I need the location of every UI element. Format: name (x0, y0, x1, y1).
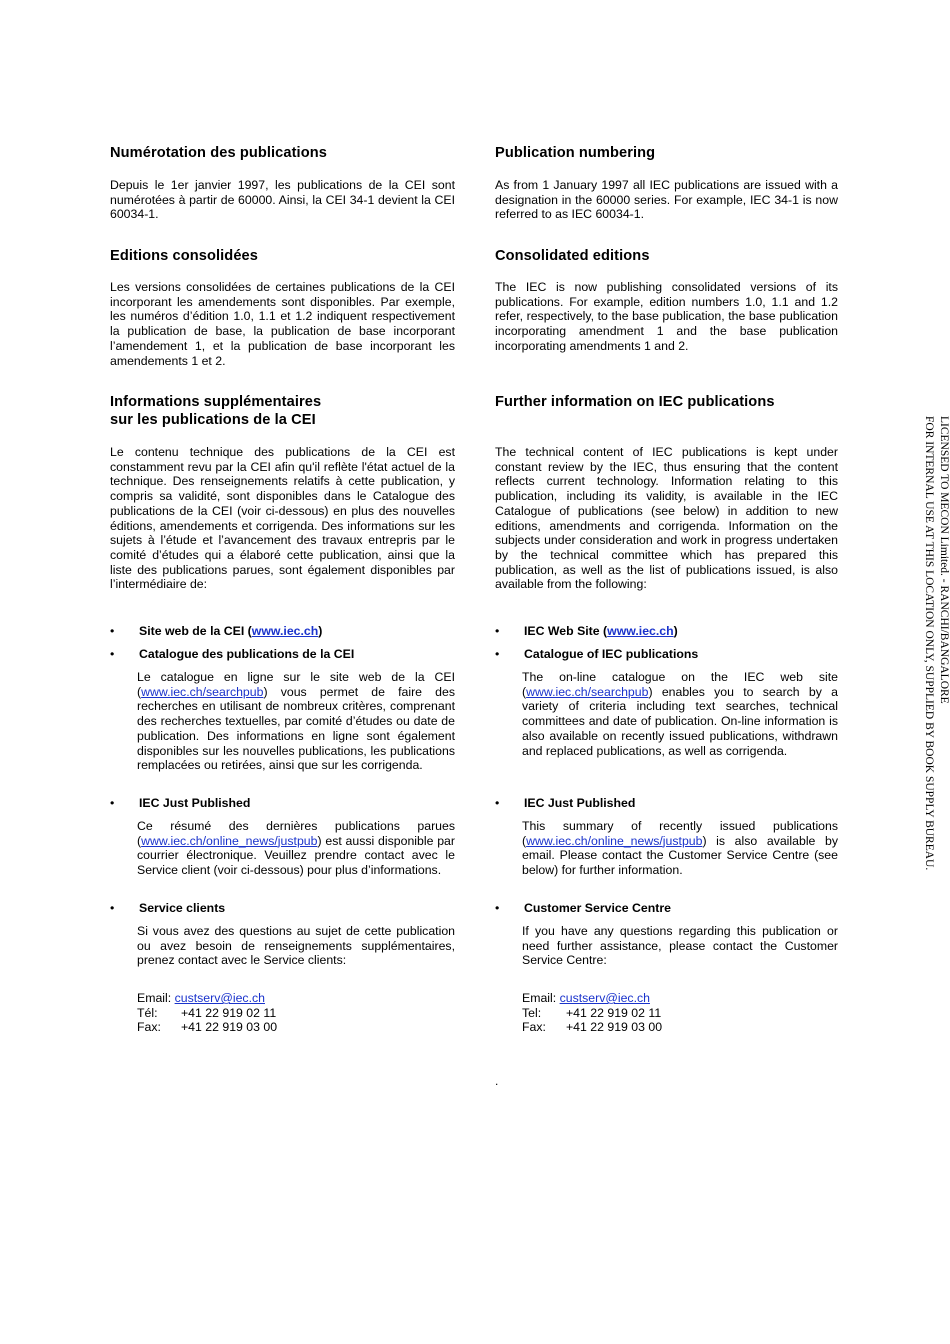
en-catalogue-label: Catalogue of IEC publications (524, 647, 699, 661)
en-fax-row (522, 1020, 838, 1035)
fr-tel-value: +41 22 919 02 11 (181, 1005, 277, 1020)
bullet-icon: • (110, 901, 115, 915)
en-tel-label: Tel: (522, 1005, 542, 1020)
fr-tel-label: Tél: (137, 1005, 158, 1020)
fr-web-label: Site web de la CEI ( (139, 624, 252, 638)
en-consolidated-text: The IEC is now publishing consolidated versions of its publications. For example, edition numbers 1.0, 1.1 and 1.2 refer, respectively, to the base publication, the base publication incorporating amendment 1 and the base publication incorporating amendments 1 and 2. (495, 280, 838, 353)
en-justpub-link[interactable]: www.iec.ch/online_news/justpub (526, 833, 703, 848)
fr-service-label: Service clients (139, 901, 226, 915)
fr-fax-row (137, 1020, 455, 1035)
fr-web-close: ) (318, 624, 323, 638)
en-justpub-text (522, 819, 838, 878)
fr-fax-label: Fax: (137, 1020, 161, 1035)
en-web-label: IEC Web Site ( (524, 624, 608, 638)
bullet-icon: • (495, 796, 500, 810)
license-watermark (915, 416, 950, 956)
fr-justpub-link[interactable]: www.iec.ch/online_news/justpub (141, 833, 318, 848)
bullet-icon: • (110, 624, 115, 638)
fr-further-title-line2: sur les publications de la CEI (110, 412, 316, 428)
fr-numbering-text: Depuis le 1er janvier 1997, les publications de la CEI sont numérotées à partir de 60000. Ainsi, la CEI 34-1 devient la CEI 60034-1. (110, 178, 455, 222)
en-further-title: Further information on IEC publications (495, 394, 775, 410)
en-catalogue-link[interactable]: www.iec.ch/searchpub (526, 684, 649, 699)
en-email-row (522, 991, 838, 1006)
fr-email-label: Email: (137, 991, 172, 1005)
fr-service-text: Si vous avez des questions au sujet de cette publication ou avez besoin de renseignements supplémentaires, prenez contact avec le Service clients: (137, 924, 455, 968)
en-further-text: The technical content of IEC publications is kept under constant review by the IEC, thus ensuring that the content reflects current technology. Information relating to this publication, including its validity, is available in the IEC Catalogue of publications (see below) in addition to new editions, amendments and corrigenda. Information on the subjects under consideration and work in progress undertaken by the technical committee which has prepared this publication, as well as the list of publications issued, is also available from the following: (495, 445, 838, 592)
fr-further-text: Le contenu technique des publications de la CEI est constamment revu par la CEI afin qu'il reflète l'état actuel de la technique. Des renseignements relatifs à cette publication, y compris sa validité, sont disponibles dans le Catalogue des publications de la CEI (voir ci-dessous) en plus des nouvelles éditions, amendements et corrigenda. Des informations sur les sujets à l’étude et l’avancement des travaux entrepris par le comité d’études qui a élaboré cette publication, ainsi que la liste des publications parues, sont également disponibles par l’intermédiaire de: (110, 445, 455, 592)
fr-contact-block (137, 991, 455, 1035)
bullet-icon: • (495, 901, 500, 915)
en-email-link[interactable]: custserv@iec.ch (559, 991, 650, 1005)
bullet-icon: • (110, 796, 115, 810)
en-service-text: If you have any questions regarding this publication or need further assistance, please contact the Customer Service Centre: (522, 924, 838, 968)
fr-further-title-line1: Informations supplémentaires (110, 394, 322, 410)
en-catalogue-text-post: ) enables you to search by a variety of criteria including text searches, technical committees and date of publication. On-line information is also available on recently issued publications, withdrawn and replaced publications, as well as corrigenda. (522, 684, 838, 758)
fr-web-link[interactable]: www.iec.ch (251, 624, 319, 638)
fr-consolidated-title: Editions consolidées (110, 248, 258, 264)
en-tel-value: +41 22 919 02 11 (566, 1005, 662, 1020)
en-service-label: Customer Service Centre (524, 901, 671, 915)
en-justpub-text-post: ) is also available by email. Please contact the Customer Service Centre (see below) for further information. (522, 833, 838, 878)
bullet-icon: • (110, 647, 115, 661)
en-consolidated-title: Consolidated editions (495, 248, 650, 264)
fr-tel-row (137, 1006, 455, 1021)
fr-catalogue-link[interactable]: www.iec.ch/searchpub (141, 684, 264, 699)
en-justpub-label: IEC Just Published (524, 796, 636, 810)
fr-catalogue-text-pre: Le catalogue en ligne sur le site web de la CEI ( (137, 670, 455, 699)
license-line-2: FOR INTERNAL USE AT THIS LOCATION ONLY, SUPPLIED BY BOOK SUPPLY BUREAU. (923, 416, 935, 871)
fr-consolidated-text: Les versions consolidées de certaines publications de la CEI incorporant les amendements sont disponibles. Par exemple, les numéros d’édition 1.0, 1.1 et 1.2 indiquent respectivement la publication de base, la publication de base incorporant l’amendement 1, et la publication de base incorporant les amendements 1 et 2. (110, 280, 455, 368)
fr-numbering-title: Numérotation des publications (110, 145, 327, 161)
fr-email-link[interactable]: custserv@iec.ch (174, 991, 265, 1005)
en-web-close: ) (673, 624, 678, 638)
fr-catalogue-text (137, 670, 455, 773)
fr-justpub-text (137, 819, 455, 878)
fr-catalogue-label: Catalogue des publications de la CEI (139, 647, 355, 661)
en-numbering-title: Publication numbering (495, 145, 656, 161)
en-catalogue-text-pre: The on-line catalogue on the IEC web site ( (522, 670, 838, 699)
en-email-label: Email: (522, 991, 557, 1005)
page-dot: . (495, 1074, 499, 1088)
fr-catalogue-text-post: ) vous permet de faire des recherches en utilisant de nombreux critères, comprenant des recherches textuelles, par comité d’études ou date de publication. Des informations en ligne sont également disponibles sur les nouvelles publications, les publications remplacées ou retirées, ainsi que sur les corrigenda. (137, 684, 455, 773)
en-fax-value: +41 22 919 03 00 (566, 1020, 663, 1035)
en-web-link[interactable]: www.iec.ch (607, 624, 674, 638)
en-numbering-text: As from 1 January 1997 all IEC publications are issued with a designation in the 60000 series. For example, IEC 34-1 is now referred to as IEC 60034-1. (495, 178, 838, 222)
en-fax-label: Fax: (522, 1020, 546, 1035)
fr-further-title (110, 393, 455, 429)
fr-fax-value: +41 22 919 03 00 (181, 1020, 278, 1035)
fr-justpub-label: IEC Just Published (139, 796, 251, 810)
fr-justpub-text-pre: Ce résumé des dernières publications parues ( (137, 819, 455, 848)
fr-email-row (137, 991, 455, 1006)
bullet-icon: • (495, 647, 500, 661)
fr-justpub-text-post: ) est aussi disponible par courrier électronique. Veuillez prendre contact avec le Service client (voir ci-dessous) pour plus d’informations. (137, 833, 455, 878)
bullet-icon: • (495, 624, 500, 638)
en-contact-block (522, 991, 838, 1035)
en-justpub-text-pre: This summary of recently issued publications ( (522, 819, 838, 848)
en-catalogue-text (522, 670, 838, 758)
en-tel-row (522, 1006, 838, 1021)
license-line-1: LICENSED TO MECON Limited. - RANCHI/BANGALORE (938, 416, 950, 704)
